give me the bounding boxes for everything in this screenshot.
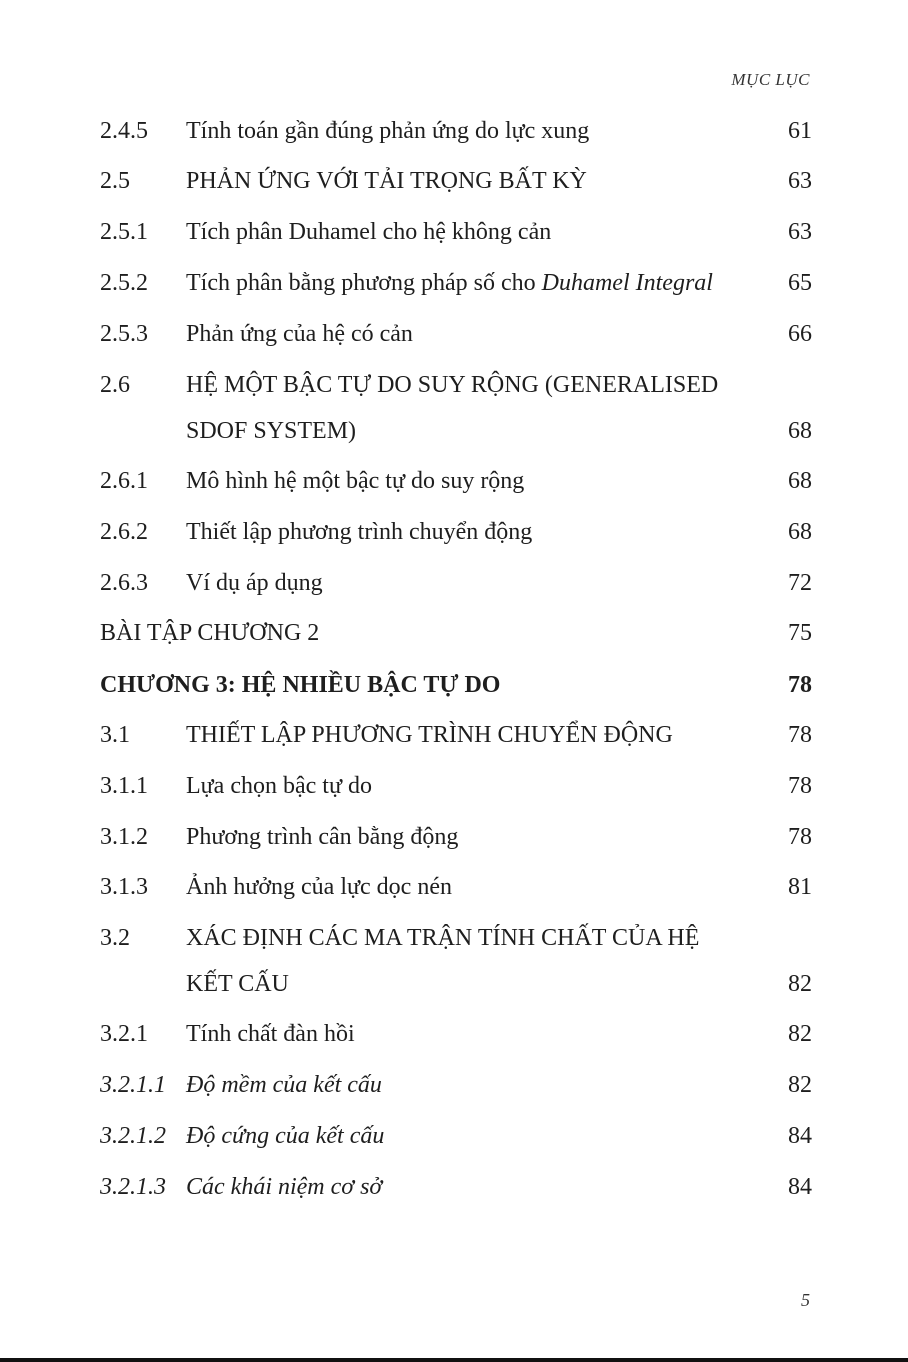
toc-section-number: 3.2 bbox=[100, 925, 130, 951]
page-number: 5 bbox=[801, 1290, 810, 1310]
toc-title: Phương trình cân bằng động bbox=[186, 824, 459, 850]
toc-page: 61 bbox=[788, 118, 812, 144]
toc-title: Độ mềm của kết cấu bbox=[186, 1072, 382, 1098]
toc-page: 78 bbox=[788, 672, 812, 698]
toc-title: Tính chất đàn hồi bbox=[186, 1021, 355, 1047]
toc-title: Mô hình hệ một bậc tự do suy rộng bbox=[186, 468, 525, 494]
toc-title: PHẢN ỨNG VỚI TẢI TRỌNG BẤT KỲ bbox=[186, 168, 587, 194]
toc-page: 82 bbox=[788, 1072, 812, 1098]
toc-title: Ví dụ áp dụng bbox=[186, 570, 323, 596]
toc-section-number: 3.2.1.3 bbox=[100, 1174, 166, 1200]
toc-title: Phản ứng của hệ có cản bbox=[186, 321, 413, 347]
toc-title: THIẾT LẬP PHƯƠNG TRÌNH CHUYỂN ĐỘNG bbox=[186, 722, 673, 748]
toc-title: HỆ MỘT BẬC TỰ DO SUY RỘNG (GENERALISED bbox=[186, 372, 719, 398]
toc-title: Ảnh hưởng của lực dọc nén bbox=[186, 874, 452, 900]
toc-title: Tính toán gần đúng phản ứng do lực xung bbox=[186, 118, 590, 144]
toc-section-number: 2.6.2 bbox=[100, 519, 148, 545]
toc-section-number: 2.6.3 bbox=[100, 570, 148, 596]
toc-section-number: 3.1 bbox=[100, 722, 130, 748]
toc-chapter-title: CHƯƠNG 3: HỆ NHIỀU BẬC TỰ DO bbox=[100, 672, 501, 698]
toc-page: 68 bbox=[788, 468, 812, 494]
toc-page: 72 bbox=[788, 570, 812, 596]
toc-section-number: 2.6 bbox=[100, 372, 130, 398]
toc-title: Thiết lập phương trình chuyển động bbox=[186, 519, 533, 545]
toc-page: 78 bbox=[788, 824, 812, 850]
toc-page: 84 bbox=[788, 1123, 812, 1149]
toc-section-number: 3.2.1 bbox=[100, 1021, 148, 1047]
toc-page: 82 bbox=[788, 1021, 812, 1047]
toc-page: 84 bbox=[788, 1174, 812, 1200]
toc-page: 78 bbox=[788, 722, 812, 748]
toc-title-text: Tích phân bằng phương pháp số cho bbox=[186, 270, 536, 296]
toc-page: 82 bbox=[788, 971, 812, 997]
toc-section-number: 2.5 bbox=[100, 168, 130, 194]
toc-title-continuation: KẾT CẤU bbox=[186, 971, 289, 997]
toc-section-number: 3.1.2 bbox=[100, 824, 148, 850]
toc-title: BÀI TẬP CHƯƠNG 2 bbox=[100, 620, 320, 646]
toc-section-number: 2.6.1 bbox=[100, 468, 148, 494]
toc-section-number: 3.2.1.1 bbox=[100, 1072, 166, 1098]
bottom-border bbox=[0, 1358, 908, 1362]
toc-page: 63 bbox=[788, 168, 812, 194]
toc-page: 66 bbox=[788, 321, 812, 347]
toc-section-number: 2.5.1 bbox=[100, 219, 148, 245]
toc-title: Các khái niệm cơ sở bbox=[186, 1174, 383, 1200]
toc-section-number: 2.4.5 bbox=[100, 118, 148, 144]
toc-page: 75 bbox=[788, 620, 812, 646]
toc-section-number: 3.1.3 bbox=[100, 874, 148, 900]
toc-section-number: 3.1.1 bbox=[100, 773, 148, 799]
toc-title: Tích phân Duhamel cho hệ không cản bbox=[186, 219, 552, 245]
toc-title: XÁC ĐỊNH CÁC MA TRẬN TÍNH CHẤT CỦA HỆ bbox=[186, 925, 700, 951]
toc-page: 65 bbox=[788, 270, 812, 296]
toc-section-number: 3.2.1.2 bbox=[100, 1123, 166, 1149]
toc-page: 81 bbox=[788, 874, 812, 900]
toc-title: Độ cứng của kết cấu bbox=[186, 1123, 385, 1149]
toc-title bbox=[186, 270, 713, 297]
toc-title-continuation: SDOF SYSTEM) bbox=[186, 418, 357, 444]
toc-section-number: 2.5.3 bbox=[100, 321, 148, 347]
toc-page: 68 bbox=[788, 418, 812, 444]
toc-page: 68 bbox=[788, 519, 812, 545]
toc-section-number: 2.5.2 bbox=[100, 270, 148, 296]
toc-page: 63 bbox=[788, 219, 812, 245]
running-head: MỤC LỤC bbox=[731, 70, 810, 89]
toc-page: 78 bbox=[788, 773, 812, 799]
toc-title: Lựa chọn bậc tự do bbox=[186, 773, 372, 799]
toc-title-italic: Duhamel Integral bbox=[541, 270, 713, 296]
